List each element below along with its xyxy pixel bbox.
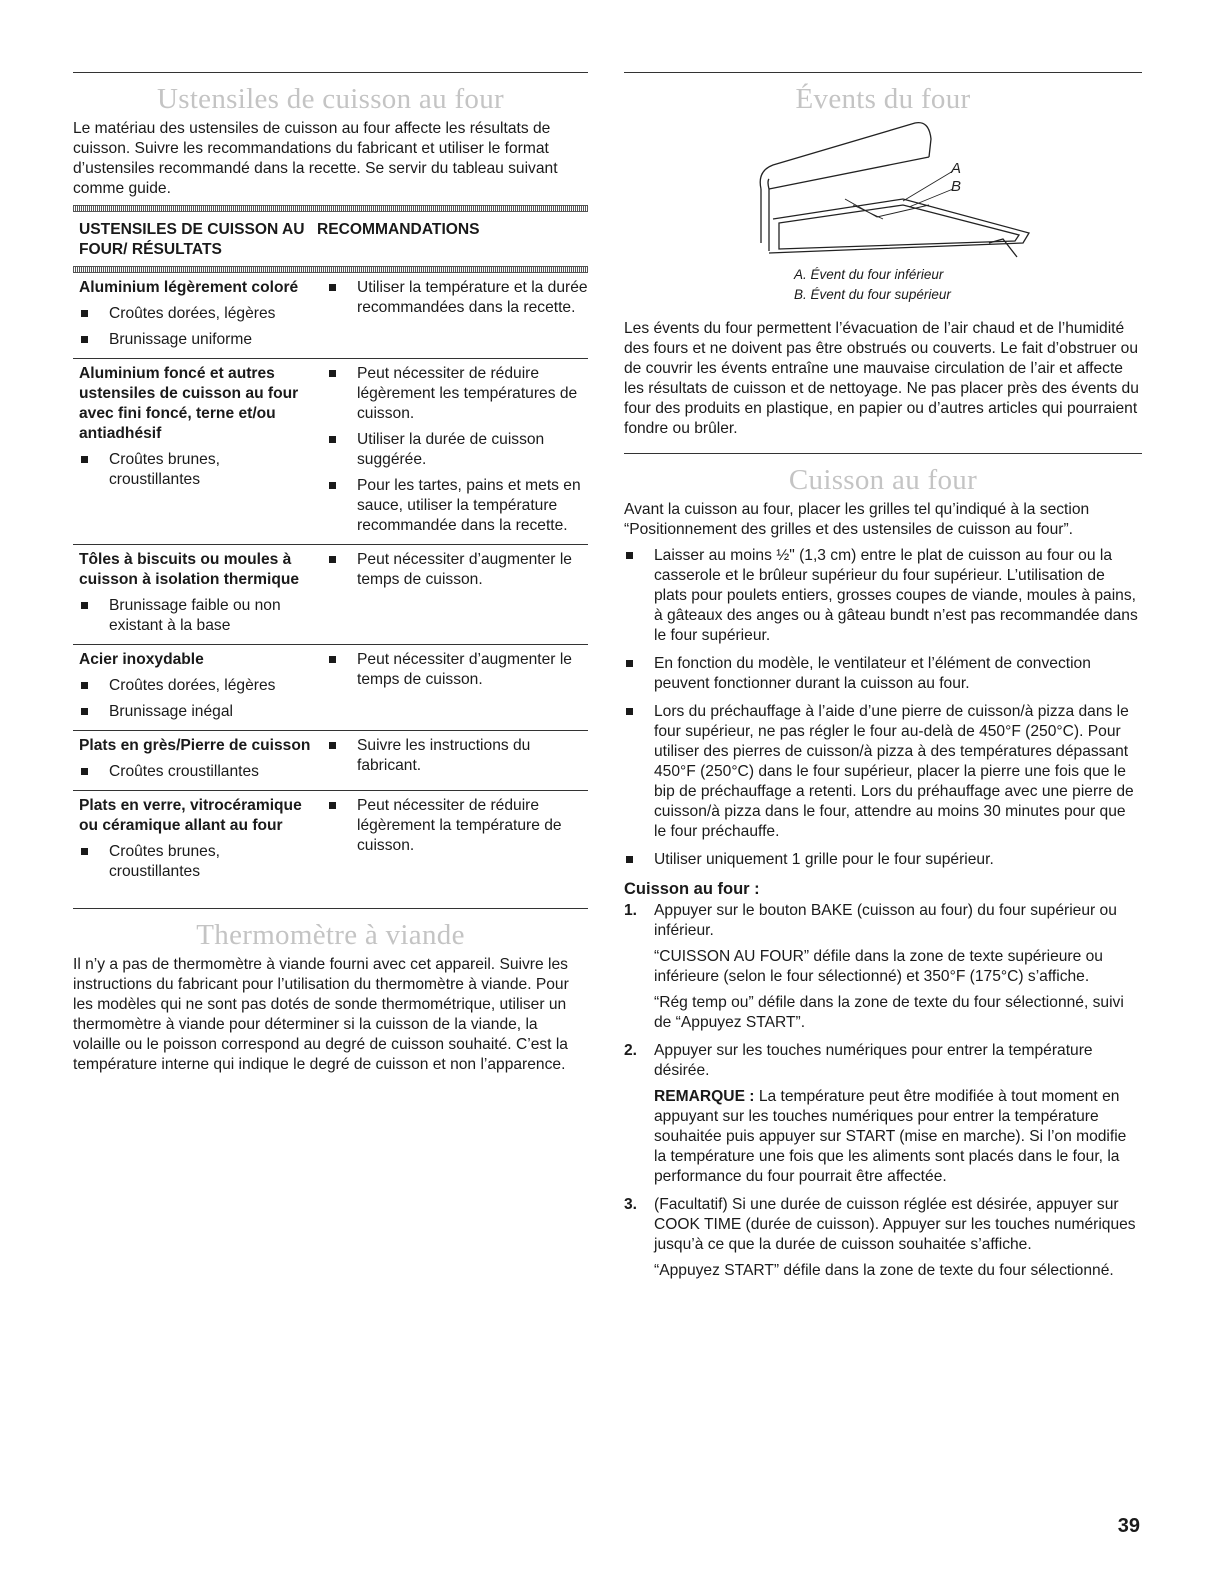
caption-a: A. Évent du four inférieur (794, 267, 944, 282)
table-row (73, 545, 588, 645)
result-item: Brunissage faible ou non existant à la base (79, 596, 311, 636)
result-item: Brunissage inégal (79, 702, 311, 722)
recommendation-item: Utiliser la durée de cuisson suggérée. (327, 430, 588, 470)
material-name: Aluminium foncé et autres ustensiles de cuisson au four avec fini foncé, terne et/ou antiadhésif (79, 365, 299, 442)
steps-heading: Cuisson au four : (624, 880, 760, 898)
step-number: 3. (624, 1196, 638, 1213)
section-divider (73, 72, 588, 73)
result-item: Croûtes croustillantes (79, 762, 311, 782)
recommendation-item: Utiliser la température et la durée recommandées dans la recette. (327, 278, 588, 318)
utensils-table-body (73, 273, 588, 890)
result-item: Croûtes dorées, légères (79, 676, 311, 696)
step-text: Appuyer sur le bouton BAKE (cuisson au four) du four supérieur ou inférieur. (654, 902, 1117, 939)
material-name: Plats en verre, vitrocéramique ou céramique allant au four (79, 797, 302, 834)
table-header-col1: USTENSILES DE CUISSON AU FOUR/ RÉSULTATS (79, 221, 305, 258)
step-text: “CUISSON AU FOUR” défile dans la zone de texte supérieure ou inférieure (selon le four sélectionné) et 350°F (175°C) s’affiche. (654, 948, 1103, 985)
table-header-row (73, 216, 588, 266)
remark-paragraph (654, 1087, 1142, 1187)
right-column (624, 72, 1142, 1289)
material-name: Tôles à biscuits ou moules à cuisson à isolation thermique (79, 551, 300, 588)
bake-bullets (624, 546, 1142, 870)
list-item: Laisser au moins ½" (1,3 cm) entre le plat de cuisson au four ou la casserole et le brûleur supérieur du four supérieur. L’utilisation de plats pour poulets entiers, grosses coupes de viande, moules à pains, à gâteaux des anges ou à gâteau bundt n’est pas recommandée dans le four supérieur. (624, 546, 1142, 646)
ustensiles-intro: Le matériau des ustensiles de cuisson au four affecte les résultats de cuisson. Suivre les recommandations du fabricant et utiliser le format d’ustensiles recommandé dans la recette. Se servir du tableau suivant comme guide. (73, 120, 558, 197)
step-text: “Rég temp ou” défile dans la zone de texte du four sélectionné, suivi de “Appuyez START”. (654, 994, 1124, 1031)
list-item: En fonction du modèle, le ventilateur et l’élément de convection peuvent fonctionner durant la cuisson au four. (624, 654, 1142, 694)
result-item: Brunissage uniforme (79, 330, 311, 350)
step-item (624, 901, 1142, 1033)
remark-label: REMARQUE : (654, 1088, 755, 1105)
recommendation-item: Peut nécessiter d’augmenter le temps de cuisson. (327, 650, 588, 690)
recommendation-item: Pour les tartes, pains et mets en sauce, utiliser la température recommandée dans la recette. (327, 476, 588, 536)
cuisson-intro: Avant la cuisson au four, placer les grilles tel qu’indiqué à la section “Positionnement des grilles et des ustensiles de cuisson au four”. (624, 501, 1090, 538)
step-number: 1. (624, 902, 638, 919)
left-column (73, 72, 588, 1075)
diagram-label-a: A (951, 160, 962, 177)
recommendation-item: Peut nécessiter d’augmenter le temps de cuisson. (327, 550, 588, 590)
table-row (73, 273, 588, 359)
step-item (624, 1041, 1142, 1187)
recommendation-item: Peut nécessiter de réduire légèrement la température de cuisson. (327, 796, 588, 856)
table-row (73, 645, 588, 731)
material-name: Acier inoxydable (79, 651, 204, 668)
utensils-table (73, 216, 588, 266)
table-row (73, 731, 588, 791)
bake-steps (624, 901, 1142, 1281)
step-text: (Facultatif) Si une durée de cuisson réglée est désirée, appuyer sur COOK TIME (durée de cuisson). Appuyer sur les touches numériques jusqu’à ce que la durée de cuisson souhaitée s’affiche. (654, 1196, 1136, 1253)
thermo-title: Thermomètre à viande (196, 919, 465, 951)
table-header-border (73, 266, 588, 273)
cuisson-title: Cuisson au four (788, 464, 978, 496)
material-name: Plats en grès/Pierre de cuisson (79, 737, 311, 754)
table-row (73, 359, 588, 545)
result-item: Croûtes brunes, croustillantes (79, 450, 311, 490)
step-text: “Appuyez START” défile dans la zone de texte du four sélectionné. (654, 1262, 1114, 1279)
oven-vents-diagram (733, 119, 1033, 259)
step-item (624, 1195, 1142, 1281)
step-text: Appuyer sur les touches numériques pour entrer la température désirée. (654, 1042, 1093, 1079)
result-item: Croûtes dorées, légères (79, 304, 311, 324)
section-divider (73, 908, 588, 909)
list-item: Lors du préchauffage à l’aide d’une pierre de cuisson/à pizza dans le four supérieur, ne pas régler le four au-delà de 450°F (250°C). Pour utiliser des pierres de cuisson/à pizza à des températures dépassant 450°F (250°C) dans le four supérieur, placer la pierre une fois que le bip de préchauffage a retenti. Lors du préhauffage avec une pierre de cuisson/à pizza dans le four, attendre au moins 30 minutes pour que le four préchauffe. (624, 702, 1142, 842)
events-title: Évents du four (795, 83, 971, 115)
material-name: Aluminium légèrement coloré (79, 279, 299, 296)
recommendation-item: Suivre les instructions du fabricant. (327, 736, 588, 776)
section-divider (624, 453, 1142, 454)
table-row (73, 791, 588, 891)
step-number: 2. (624, 1042, 638, 1059)
diagram-label-b: B (951, 178, 962, 195)
ustensiles-title: Ustensiles de cuisson au four (157, 83, 504, 115)
list-item: Utiliser uniquement 1 grille pour le four supérieur. (624, 850, 1142, 870)
section-divider (624, 72, 1142, 73)
page-number: 39 (1117, 1515, 1140, 1537)
table-top-border (73, 205, 588, 212)
remark-text: La température peut être modifiée à tout moment en appuyant sur les touches numériques pour entrer la température souhaitée puis appuyer sur START (mise en marche). Si l’on modifie la température une fois que les aliments sont placés dans le four, la performance du four pourrait être affectée. (654, 1088, 1127, 1185)
result-item: Croûtes brunes, croustillantes (79, 842, 311, 882)
recommendation-item: Peut nécessiter de réduire légèrement les températures de cuisson. (327, 364, 588, 424)
caption-b: B. Évent du four supérieur (794, 287, 951, 302)
events-text: Les évents du four permettent l’évacuation de l’air chaud et de l’humidité des fours et ne doivent pas être obstrués ou couverts. Le fait d’obstruer ou de couvrir les évents entraîne une mauvaise circulation de l’air et affecte les résultats de cuisson et de nettoyage. Ne pas placer près des évents du four des produits en plastique, en papier ou d’autres articles qui pourraient fondre ou brûler. (624, 320, 1139, 437)
thermo-text: Il n’y a pas de thermomètre à viande fourni avec cet appareil. Suivre les instructions du fabricant pour l’utilisation du thermomètre à viande. Pour les modèles qui ne sont pas dotés de sonde thermométrique, utiliser un thermomètre à viande pour déterminer si la cuisson de la viande, la volaille ou le poisson correspond au degré de cuisson souhaité. C’est la température interne qui indique le degré de cuisson et non l’apparence. (73, 956, 569, 1073)
table-header-col2: RECOMMANDATIONS (317, 221, 480, 238)
